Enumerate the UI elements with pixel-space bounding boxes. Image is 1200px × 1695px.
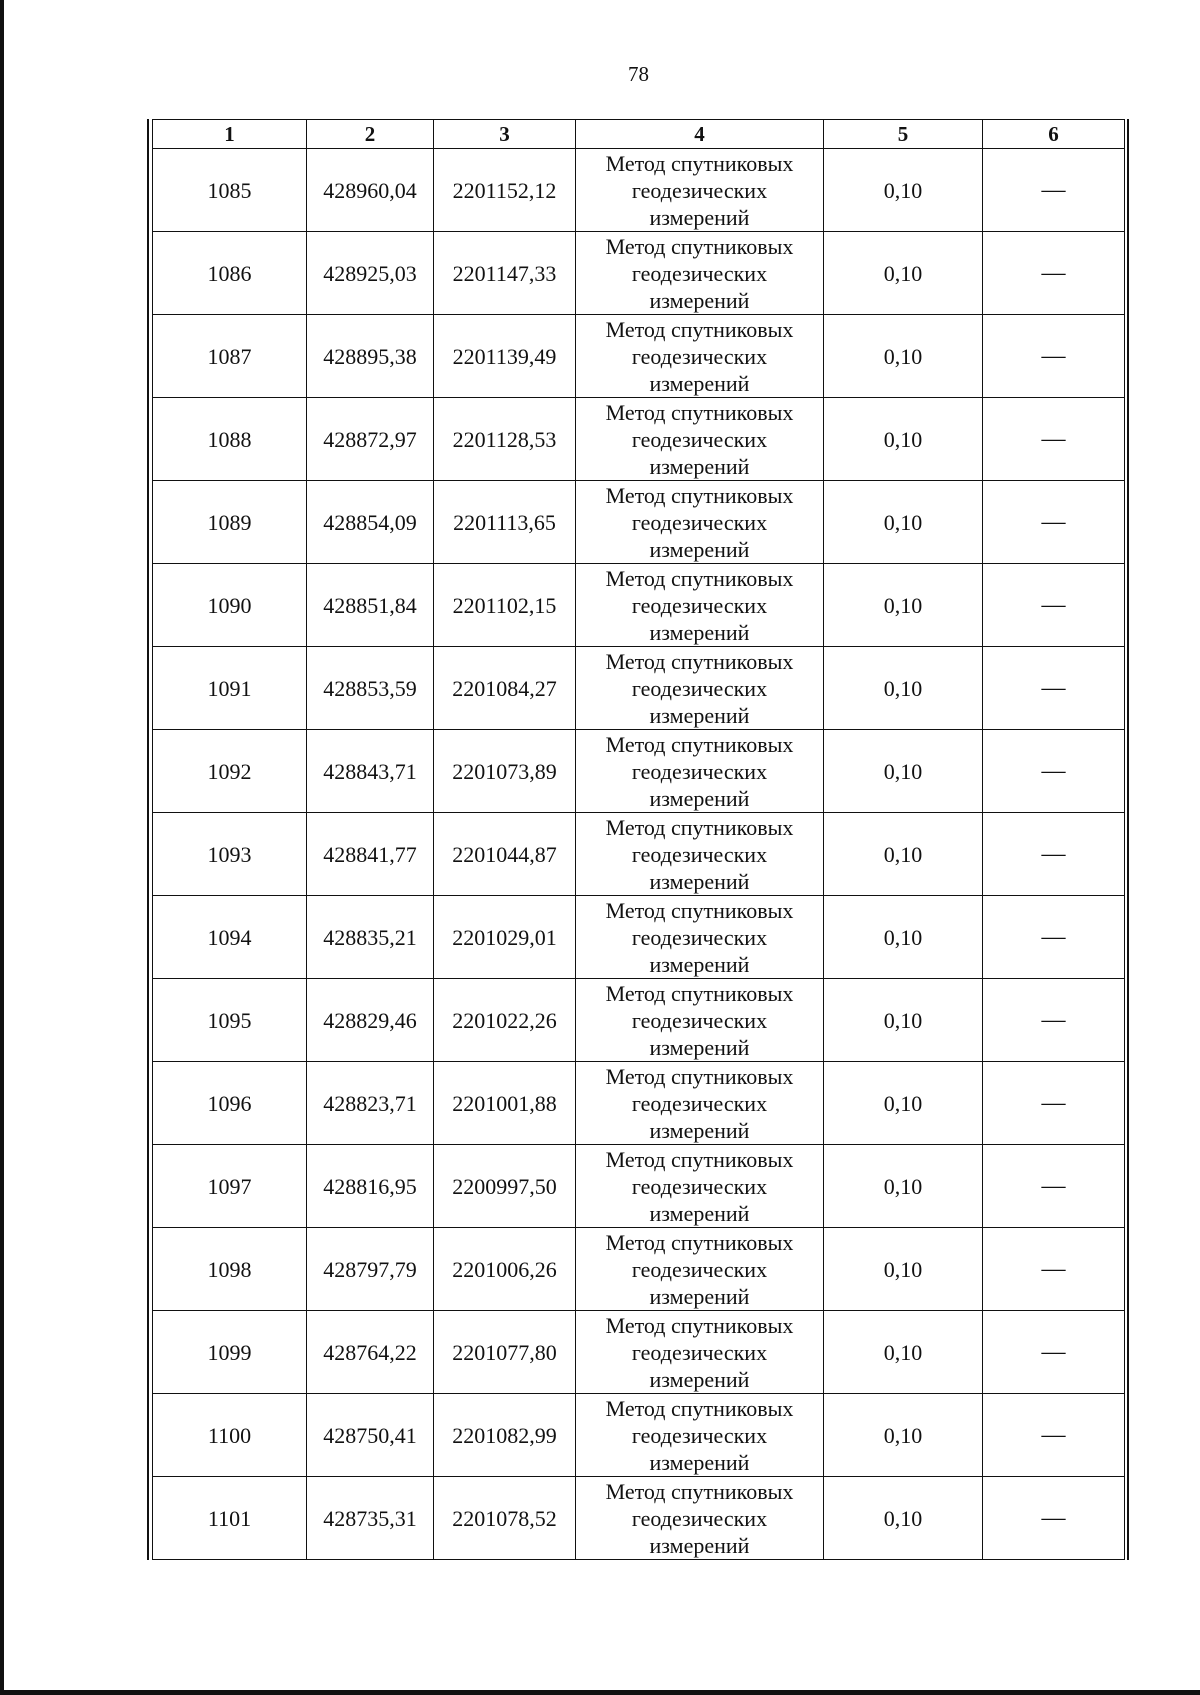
point-number-cell: 1097	[153, 1145, 307, 1228]
note-cell: —	[983, 1228, 1125, 1311]
method-line: геодезических	[631, 343, 768, 369]
coordinates-table-frame	[147, 119, 1129, 1560]
method-line: Метод спутниковых	[605, 897, 794, 923]
method-line: геодезических	[631, 260, 768, 286]
point-number-cell: 1096	[153, 1062, 307, 1145]
method-line: геодезических	[631, 1173, 768, 1199]
note-cell: —	[983, 232, 1125, 315]
method-line: геодезических	[631, 509, 768, 535]
method-line: геодезических	[631, 1007, 768, 1033]
method-line: измерений	[649, 1366, 750, 1392]
method-line: измерений	[649, 1117, 750, 1143]
method-line: измерений	[649, 370, 750, 396]
x-coordinate-cell: 428853,59	[307, 647, 434, 730]
y-coordinate-cell: 2201082,99	[434, 1394, 576, 1477]
method-line: геодезических	[631, 1422, 768, 1448]
method-cell	[576, 896, 824, 979]
note-cell: —	[983, 564, 1125, 647]
method-line: измерений	[649, 536, 750, 562]
point-number-cell: 1101	[153, 1477, 307, 1560]
y-coordinate-cell: 2201029,01	[434, 896, 576, 979]
table-row	[153, 813, 1125, 896]
method-line: геодезических	[631, 758, 768, 784]
accuracy-cell: 0,10	[824, 1145, 983, 1228]
table-header-row	[153, 120, 1125, 149]
y-coordinate-cell: 2201113,65	[434, 481, 576, 564]
method-line: измерений	[649, 1200, 750, 1226]
method-cell	[576, 149, 824, 232]
note-cell: —	[983, 979, 1125, 1062]
page-number: 78	[628, 62, 649, 86]
note-cell: —	[983, 813, 1125, 896]
point-number-cell: 1100	[153, 1394, 307, 1477]
table-row	[153, 730, 1125, 813]
note-cell: —	[983, 481, 1125, 564]
method-line: Метод спутниковых	[605, 814, 794, 840]
y-coordinate-cell: 2201084,27	[434, 647, 576, 730]
x-coordinate-cell: 428872,97	[307, 398, 434, 481]
table-row	[153, 1228, 1125, 1311]
note-cell: —	[983, 1062, 1125, 1145]
method-line: Метод спутниковых	[605, 399, 794, 425]
method-cell	[576, 232, 824, 315]
method-line: геодезических	[631, 675, 768, 701]
method-line: измерений	[649, 1034, 750, 1060]
accuracy-cell: 0,10	[824, 813, 983, 896]
y-coordinate-cell: 2201044,87	[434, 813, 576, 896]
point-number-cell: 1086	[153, 232, 307, 315]
method-line: геодезических	[631, 841, 768, 867]
y-coordinate-cell: 2201139,49	[434, 315, 576, 398]
method-line: измерений	[649, 868, 750, 894]
x-coordinate-cell: 428841,77	[307, 813, 434, 896]
table-row	[153, 232, 1125, 315]
method-line: измерений	[649, 702, 750, 728]
method-cell	[576, 647, 824, 730]
table-row	[153, 1145, 1125, 1228]
y-coordinate-cell: 2201022,26	[434, 979, 576, 1062]
accuracy-cell: 0,10	[824, 481, 983, 564]
method-line: Метод спутниковых	[605, 1395, 794, 1421]
x-coordinate-cell: 428750,41	[307, 1394, 434, 1477]
y-coordinate-cell: 2201102,15	[434, 564, 576, 647]
method-line: измерений	[649, 204, 750, 230]
method-line: Метод спутниковых	[605, 482, 794, 508]
method-line: Метод спутниковых	[605, 731, 794, 757]
x-coordinate-cell: 428895,38	[307, 315, 434, 398]
method-line: Метод спутниковых	[605, 233, 794, 259]
y-coordinate-cell: 2201152,12	[434, 149, 576, 232]
method-line: геодезических	[631, 592, 768, 618]
method-line: Метод спутниковых	[605, 1312, 794, 1338]
y-coordinate-cell: 2201128,53	[434, 398, 576, 481]
method-cell	[576, 1477, 824, 1560]
method-line: геодезических	[631, 1505, 768, 1531]
header-col-1: 1	[153, 120, 307, 149]
method-line: измерений	[649, 1449, 750, 1475]
method-line: измерений	[649, 1532, 750, 1558]
table-row	[153, 149, 1125, 232]
accuracy-cell: 0,10	[824, 1062, 983, 1145]
point-number-cell: 1089	[153, 481, 307, 564]
x-coordinate-cell: 428829,46	[307, 979, 434, 1062]
header-col-3: 3	[434, 120, 576, 149]
accuracy-cell: 0,10	[824, 232, 983, 315]
table-row	[153, 564, 1125, 647]
method-line: Метод спутниковых	[605, 980, 794, 1006]
table-row	[153, 979, 1125, 1062]
method-line: измерений	[649, 287, 750, 313]
x-coordinate-cell: 428960,04	[307, 149, 434, 232]
y-coordinate-cell: 2201073,89	[434, 730, 576, 813]
method-line: геодезических	[631, 177, 768, 203]
x-coordinate-cell: 428851,84	[307, 564, 434, 647]
accuracy-cell: 0,10	[824, 730, 983, 813]
method-line: Метод спутниковых	[605, 648, 794, 674]
point-number-cell: 1092	[153, 730, 307, 813]
accuracy-cell: 0,10	[824, 564, 983, 647]
method-line: геодезических	[631, 1090, 768, 1116]
table-body	[153, 149, 1125, 1560]
method-line: геодезических	[631, 1339, 768, 1365]
y-coordinate-cell: 2201078,52	[434, 1477, 576, 1560]
point-number-cell: 1088	[153, 398, 307, 481]
method-cell	[576, 1311, 824, 1394]
x-coordinate-cell: 428816,95	[307, 1145, 434, 1228]
method-line: Метод спутниковых	[605, 565, 794, 591]
method-line: измерений	[649, 619, 750, 645]
note-cell: —	[983, 896, 1125, 979]
y-coordinate-cell: 2201077,80	[434, 1311, 576, 1394]
method-cell	[576, 481, 824, 564]
y-coordinate-cell: 2201006,26	[434, 1228, 576, 1311]
accuracy-cell: 0,10	[824, 1228, 983, 1311]
method-line: измерений	[649, 785, 750, 811]
accuracy-cell: 0,10	[824, 979, 983, 1062]
x-coordinate-cell: 428843,71	[307, 730, 434, 813]
method-line: геодезических	[631, 426, 768, 452]
x-coordinate-cell: 428835,21	[307, 896, 434, 979]
point-number-cell: 1099	[153, 1311, 307, 1394]
point-number-cell: 1090	[153, 564, 307, 647]
point-number-cell: 1091	[153, 647, 307, 730]
table-row	[153, 1394, 1125, 1477]
x-coordinate-cell: 428735,31	[307, 1477, 434, 1560]
accuracy-cell: 0,10	[824, 315, 983, 398]
x-coordinate-cell: 428764,22	[307, 1311, 434, 1394]
accuracy-cell: 0,10	[824, 1477, 983, 1560]
note-cell: —	[983, 1394, 1125, 1477]
method-cell	[576, 1145, 824, 1228]
method-cell	[576, 730, 824, 813]
x-coordinate-cell: 428854,09	[307, 481, 434, 564]
method-cell	[576, 398, 824, 481]
header-col-5: 5	[824, 120, 983, 149]
method-line: измерений	[649, 453, 750, 479]
method-line: геодезических	[631, 924, 768, 950]
y-coordinate-cell: 2200997,50	[434, 1145, 576, 1228]
header-col-4: 4	[576, 120, 824, 149]
point-number-cell: 1095	[153, 979, 307, 1062]
method-cell	[576, 1228, 824, 1311]
note-cell: —	[983, 149, 1125, 232]
note-cell: —	[983, 730, 1125, 813]
method-cell	[576, 564, 824, 647]
header-col-2: 2	[307, 120, 434, 149]
method-cell	[576, 979, 824, 1062]
note-cell: —	[983, 1311, 1125, 1394]
method-line: Метод спутниковых	[605, 1478, 794, 1504]
accuracy-cell: 0,10	[824, 896, 983, 979]
y-coordinate-cell: 2201001,88	[434, 1062, 576, 1145]
point-number-cell: 1094	[153, 896, 307, 979]
note-cell: —	[983, 1477, 1125, 1560]
method-line: измерений	[649, 951, 750, 977]
accuracy-cell: 0,10	[824, 398, 983, 481]
method-cell	[576, 1394, 824, 1477]
method-cell	[576, 1062, 824, 1145]
table-row	[153, 1477, 1125, 1560]
point-number-cell: 1093	[153, 813, 307, 896]
method-cell	[576, 813, 824, 896]
accuracy-cell: 0,10	[824, 647, 983, 730]
point-number-cell: 1087	[153, 315, 307, 398]
method-line: Метод спутниковых	[605, 1146, 794, 1172]
method-line: Метод спутниковых	[605, 1229, 794, 1255]
table-row	[153, 481, 1125, 564]
accuracy-cell: 0,10	[824, 1311, 983, 1394]
method-line: Метод спутниковых	[605, 1063, 794, 1089]
table-row	[153, 896, 1125, 979]
note-cell: —	[983, 647, 1125, 730]
table-row	[153, 1062, 1125, 1145]
table-row	[153, 315, 1125, 398]
accuracy-cell: 0,10	[824, 1394, 983, 1477]
scan-left-border	[0, 0, 4, 1695]
accuracy-cell: 0,10	[824, 149, 983, 232]
note-cell: —	[983, 315, 1125, 398]
point-number-cell: 1085	[153, 149, 307, 232]
scan-bottom-border	[0, 1690, 1200, 1695]
table-row	[153, 398, 1125, 481]
header-col-6: 6	[983, 120, 1125, 149]
x-coordinate-cell: 428925,03	[307, 232, 434, 315]
table-row	[153, 1311, 1125, 1394]
method-line: измерений	[649, 1283, 750, 1309]
method-line: Метод спутниковых	[605, 150, 794, 176]
note-cell: —	[983, 398, 1125, 481]
method-cell	[576, 315, 824, 398]
point-number-cell: 1098	[153, 1228, 307, 1311]
method-line: Метод спутниковых	[605, 316, 794, 342]
x-coordinate-cell: 428823,71	[307, 1062, 434, 1145]
coordinates-table	[152, 119, 1125, 1560]
method-line: геодезических	[631, 1256, 768, 1282]
y-coordinate-cell: 2201147,33	[434, 232, 576, 315]
table-row	[153, 647, 1125, 730]
x-coordinate-cell: 428797,79	[307, 1228, 434, 1311]
note-cell: —	[983, 1145, 1125, 1228]
